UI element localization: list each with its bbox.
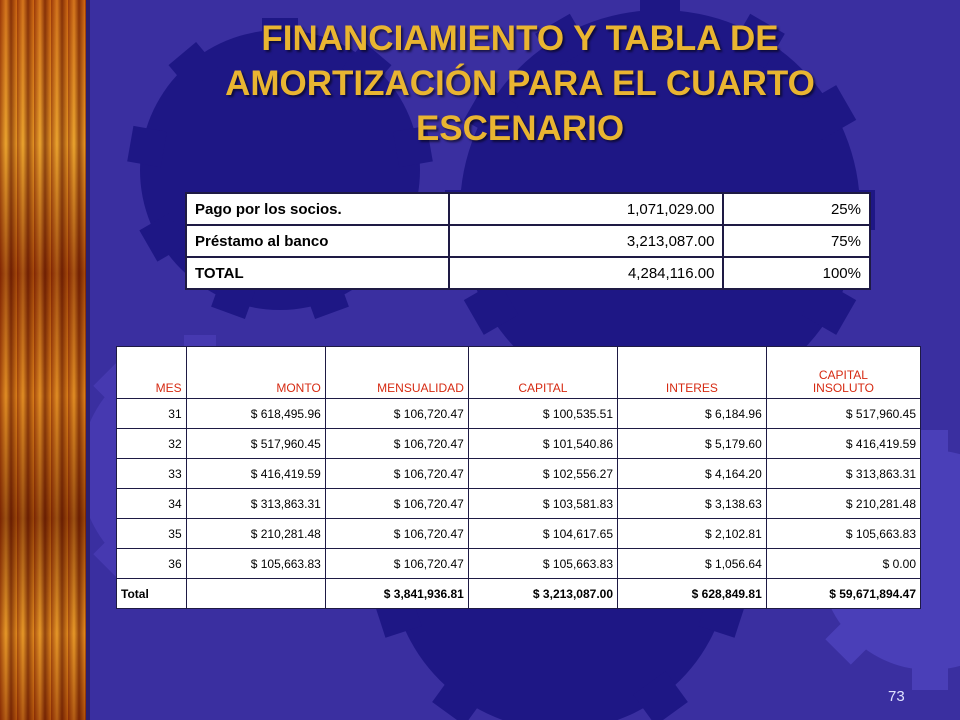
- summary-amount: 4,284,116.00: [449, 257, 723, 289]
- title-line-1: FINANCIAMIENTO Y TABLA DE: [261, 19, 779, 58]
- table-row: [186, 193, 870, 225]
- header-capital-insoluto: [766, 347, 920, 399]
- page-number: 73: [888, 688, 905, 705]
- cell-mes: 31: [117, 399, 187, 429]
- table-row: [117, 459, 921, 489]
- cell-monto: $ 210,281.48: [186, 519, 325, 549]
- slide-title: [150, 16, 890, 151]
- summary-amount: 1,071,029.00: [449, 193, 723, 225]
- table-row: [117, 489, 921, 519]
- cell-mensualidad: $ 106,720.47: [325, 429, 468, 459]
- amortization-table: [116, 346, 921, 609]
- table-header-row: [117, 347, 921, 399]
- cell-mensualidad: $ 106,720.47: [325, 489, 468, 519]
- table-row: [117, 549, 921, 579]
- cell-mes: 36: [117, 549, 187, 579]
- header-capital: CAPITAL: [468, 347, 617, 399]
- summary-percent: 25%: [723, 193, 870, 225]
- cell-mes: 33: [117, 459, 187, 489]
- title-line-2: AMORTIZACIÓN PARA EL CUARTO: [225, 64, 815, 103]
- financing-summary-table: [185, 192, 871, 290]
- cell-capital-insoluto: $ 416,419.59: [766, 429, 920, 459]
- cell-monto: $ 416,419.59: [186, 459, 325, 489]
- cell-capital: $ 100,535.51: [468, 399, 617, 429]
- header-mensualidad: MENSUALIDAD: [325, 347, 468, 399]
- header-monto: MONTO: [186, 347, 325, 399]
- table-row: [117, 519, 921, 549]
- cell-mensualidad: $ 106,720.47: [325, 519, 468, 549]
- cell-mensualidad: $ 106,720.47: [325, 549, 468, 579]
- cell-capital: $ 102,556.27: [468, 459, 617, 489]
- amortization-body: [117, 399, 921, 609]
- cell-capital: $ 101,540.86: [468, 429, 617, 459]
- table-row: [186, 257, 870, 289]
- header-mes: MES: [117, 347, 187, 399]
- summary-percent: 100%: [723, 257, 870, 289]
- total-monto: [186, 579, 325, 609]
- cell-capital-insoluto: $ 210,281.48: [766, 489, 920, 519]
- header-capital-insoluto-line2: INSOLUTO: [812, 381, 874, 395]
- strip-divider: [86, 0, 90, 720]
- cell-capital-insoluto: $ 105,663.83: [766, 519, 920, 549]
- summary-percent: 75%: [723, 225, 870, 257]
- cell-capital-insoluto: $ 0.00: [766, 549, 920, 579]
- header-interes: INTERES: [618, 347, 767, 399]
- cell-interes: $ 3,138.63: [618, 489, 767, 519]
- cell-interes: $ 6,184.96: [618, 399, 767, 429]
- title-line-3: ESCENARIO: [415, 109, 625, 148]
- table-row: [117, 429, 921, 459]
- total-interes: $ 628,849.81: [618, 579, 767, 609]
- table-row: [186, 225, 870, 257]
- summary-amount: 3,213,087.00: [449, 225, 723, 257]
- cell-interes: $ 4,164.20: [618, 459, 767, 489]
- cell-capital-insoluto: $ 517,960.45: [766, 399, 920, 429]
- cell-mensualidad: $ 106,720.47: [325, 459, 468, 489]
- cell-capital: $ 103,581.83: [468, 489, 617, 519]
- cell-mes: 35: [117, 519, 187, 549]
- cell-mes: 32: [117, 429, 187, 459]
- cell-monto: $ 105,663.83: [186, 549, 325, 579]
- cell-mensualidad: $ 106,720.47: [325, 399, 468, 429]
- cell-interes: $ 5,179.60: [618, 429, 767, 459]
- total-capital: $ 3,213,087.00: [468, 579, 617, 609]
- total-row: [117, 579, 921, 609]
- total-label: Total: [117, 579, 187, 609]
- summary-label: TOTAL: [186, 257, 449, 289]
- header-capital-insoluto-line1: CAPITAL: [818, 368, 868, 382]
- total-capital-insoluto: $ 59,671,894.47: [766, 579, 920, 609]
- cell-mes: 34: [117, 489, 187, 519]
- table-row: [117, 399, 921, 429]
- cell-capital: $ 105,663.83: [468, 549, 617, 579]
- cell-monto: $ 313,863.31: [186, 489, 325, 519]
- total-mensualidad: $ 3,841,936.81: [325, 579, 468, 609]
- cell-capital: $ 104,617.65: [468, 519, 617, 549]
- summary-label: Pago por los socios.: [186, 193, 449, 225]
- cell-interes: $ 2,102.81: [618, 519, 767, 549]
- cell-interes: $ 1,056.64: [618, 549, 767, 579]
- cell-monto: $ 618,495.96: [186, 399, 325, 429]
- cell-monto: $ 517,960.45: [186, 429, 325, 459]
- decorative-strip: [0, 0, 86, 720]
- cell-capital-insoluto: $ 313,863.31: [766, 459, 920, 489]
- summary-label: Préstamo al banco: [186, 225, 449, 257]
